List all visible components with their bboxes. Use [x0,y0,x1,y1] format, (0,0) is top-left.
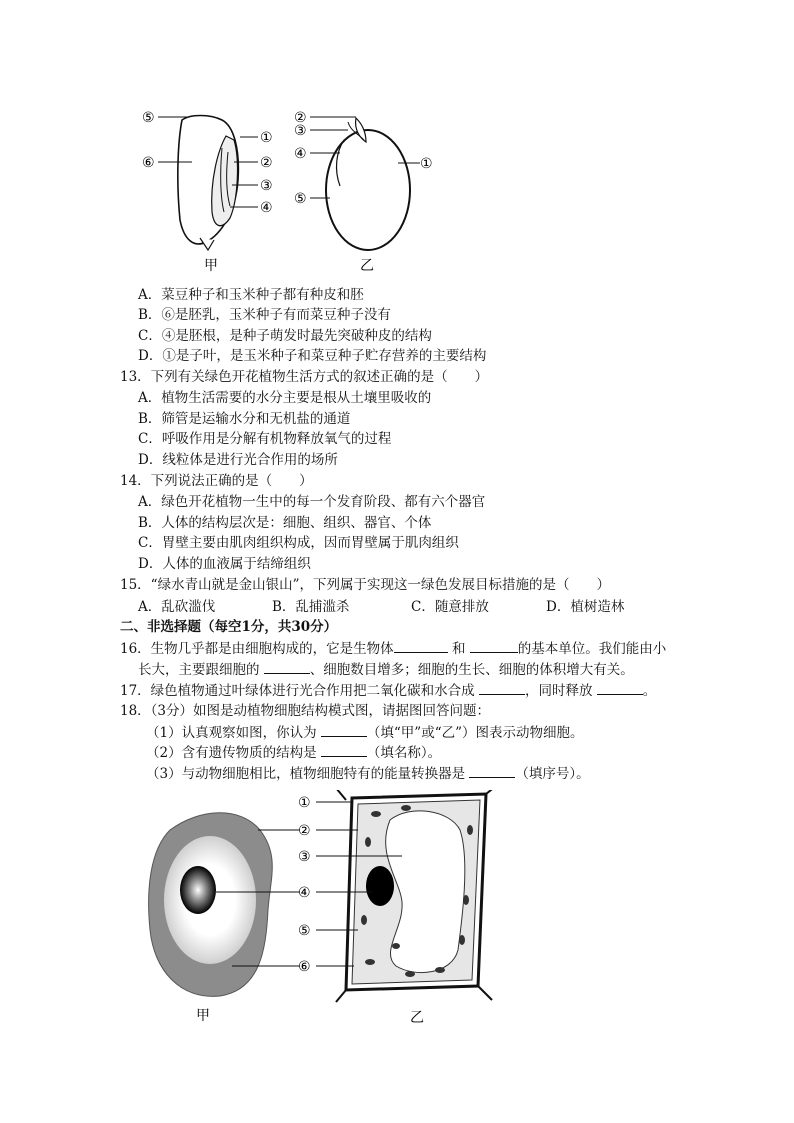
q18-sub-1-text-a: （1）认真观察如图，你认为 [146,725,317,741]
q16-blank-1[interactable] [394,638,448,653]
corn-label-4: ④ [260,200,273,216]
corn-label-6: ⑥ [142,155,155,171]
bean-label-1: ① [420,156,433,172]
q14-option-c: C．胃壁主要由肌肉组织构成，因而胃壁属于肌肉组织 [138,535,459,551]
q16-blank-3[interactable] [264,659,310,674]
q17-line [120,680,656,701]
bean-label-3: ③ [294,123,307,139]
corn-label-1: ① [260,130,273,146]
q12-option-c: C．④是胚根，是种子萌发时最先突破种皮的结构 [138,328,432,344]
q16-line-2 [138,659,634,680]
q13-option-b: B．筛管是运输水分和无机盐的通道 [138,411,351,427]
corn-label-2: ② [260,155,273,171]
q15-option-d: D．植树造林 [546,599,625,615]
q15-option-c: C．随意排放 [411,599,489,615]
q16-text-2: 和 [451,641,466,657]
q14-option-d: D．人体的血液属于结缔组织 [138,556,311,572]
q18-sub-2-text-b: （填名称）。 [366,745,442,761]
q18-sub-3-text-b: （填序号）。 [515,766,590,782]
q18-blank-2[interactable] [321,742,367,757]
q18-blank-1[interactable] [321,722,367,737]
cell-label-3: ③ [298,849,311,865]
q18-sub-1-text-b: （填“甲”或“乙”）图表示动物细胞。 [366,725,584,741]
q17-text-3: 。 [642,683,657,699]
animal-cell-drawing [149,813,300,997]
q14-stem: 14．下列说法正确的是（ ） [120,473,313,489]
q12-option-d: D．①是子叶，是玉米种子和菜豆种子贮存营养的主要结构 [138,348,487,364]
q17-blank-1[interactable] [479,680,525,695]
animal-caption: 甲 [196,1008,210,1024]
bean-caption: 乙 [360,258,374,274]
cell-label-4: ④ [298,885,311,901]
bean-seed-drawing [310,117,420,250]
q13-option-a: A．植物生活需要的水分主要是根从土壤里吸收的 [138,390,432,406]
q18-blank-3[interactable] [469,763,515,778]
q18-sub-1 [146,722,584,743]
q12-option-a: A．菜豆种子和玉米种子都有种皮和胚 [138,287,364,303]
q14-option-b: B．人体的结构层次是：细胞、组织、器官、个体 [138,515,432,531]
q16-text-5: 、细胞数目增多；细胞的生长、细胞的体积增大有关。 [309,662,634,678]
q14-option-a: A．绿色开花植物一生中的每一个发育阶段、都有六个器官 [138,494,486,510]
q18-sub-2-text-a: （2）含有遗传物质的结构是 [146,745,317,761]
q13-stem: 13．下列有关绿色开花植物生活方式的叙述正确的是（ ） [120,369,489,385]
corn-label-3: ③ [260,178,273,194]
q18-stem: 18．（3分）如图是动植物细胞结构模式图，请据图回答问题： [120,703,491,719]
q18-sub-3 [146,763,590,784]
plant-cell-drawing [316,790,496,1002]
q16-text-1: 16．生物几乎都是由细胞构成的，它是生物体 [120,641,394,657]
q13-option-c: C．呼吸作用是分解有机物释放氧气的过程 [138,431,392,447]
q12-option-b: B．⑥是胚乳，玉米种子有而菜豆种子没有 [138,307,391,323]
q13-option-d: D．线粒体是进行光合作用的场所 [138,452,338,468]
cell-label-6: ⑥ [298,959,311,975]
q18-sub-2 [146,742,441,763]
q16-line-1 [120,638,666,659]
q16-text-3: 的基本单位。我们能由小 [517,641,667,657]
q17-blank-2[interactable] [597,680,643,695]
cell-figure [140,790,500,1030]
corn-seed-drawing [158,116,258,251]
bean-label-5: ⑤ [294,191,307,207]
q15-option-b: B．乱捕滥杀 [272,599,350,615]
bean-label-2: ② [294,110,307,126]
q16-blank-2[interactable] [470,638,518,653]
section-2-heading: 二、非选择题（每空1分，共30分） [120,619,338,635]
bean-label-4: ④ [294,146,307,162]
cell-label-2: ② [298,823,311,839]
seed-figure [130,100,450,280]
corn-caption: 甲 [204,258,218,274]
q15-stem: 15．“绿水青山就是金山银山”，下列属于实现这一绿色发展目标措施的是（ ） [120,577,610,593]
corn-label-5: ⑤ [142,110,155,126]
q17-text-1: 17．绿色植物通过叶绿体进行光合作用把二氧化碳和水合成 [120,683,475,699]
cell-label-5: ⑤ [298,923,311,939]
plant-caption: 乙 [410,1010,424,1026]
q15-option-a: A．乱砍滥伐 [138,599,216,615]
q16-text-4: 长大，主要跟细胞的 [138,662,260,678]
cell-label-1: ① [298,795,311,811]
q17-text-2: ，同时释放 [524,683,593,699]
q18-sub-3-text-a: （3）与动物细胞相比，植物细胞特有的能量转换器是 [146,766,466,782]
